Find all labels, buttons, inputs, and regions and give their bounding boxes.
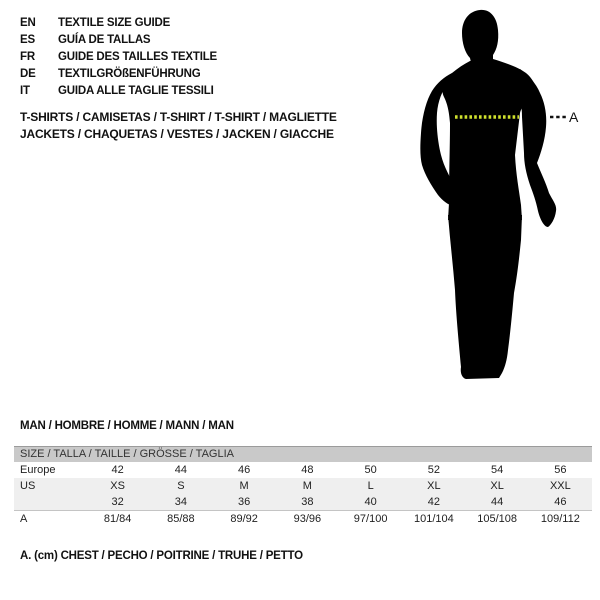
language-label: GUIDA ALLE TAGLIE TESSILI	[58, 85, 214, 97]
table-cell: L	[367, 480, 374, 492]
table-cell: 44	[174, 464, 187, 476]
language-label: TEXTILGRÖßENFÜHRUNG	[58, 68, 201, 80]
language-code: FR	[20, 51, 35, 63]
table-cell: 54	[491, 464, 504, 476]
table-cell: M	[239, 480, 249, 492]
row-label: Europe	[20, 464, 56, 476]
table-cell: M	[302, 480, 312, 492]
table-cell: 81/84	[103, 513, 132, 525]
table-cell: XL	[427, 480, 441, 492]
table-cell: 101/104	[413, 513, 454, 525]
table-cell: 93/96	[293, 513, 322, 525]
table-cell: XXL	[549, 480, 571, 492]
language-label: GUÍA DE TALLAS	[58, 34, 151, 46]
table-row-us	[14, 478, 592, 494]
table-cell: S	[177, 480, 185, 492]
table-cell: 97/100	[353, 513, 388, 525]
table-cell: 46	[554, 496, 567, 508]
man-silhouette-figure	[398, 5, 598, 395]
table-row-numeric	[14, 494, 592, 510]
table-cell: 40	[364, 496, 377, 508]
language-code: DE	[20, 68, 36, 80]
table-cell: 105/108	[477, 513, 517, 525]
language-row-fr	[20, 49, 217, 66]
language-list	[20, 15, 217, 100]
table-row-chest-a	[14, 510, 592, 527]
silhouette-head	[462, 10, 498, 67]
table-cell: 89/92	[230, 513, 258, 525]
language-row-es	[20, 32, 217, 49]
table-cell: 32	[111, 496, 124, 508]
language-code: IT	[20, 85, 30, 97]
silhouette-legs	[448, 215, 522, 379]
product-categories	[20, 109, 337, 143]
size-table	[14, 446, 592, 527]
table-cell: 85/88	[167, 513, 195, 525]
language-code: EN	[20, 17, 36, 29]
table-cell: 36	[238, 496, 251, 508]
silhouette-right-arm	[516, 69, 556, 227]
language-label: TEXTILE SIZE GUIDE	[58, 17, 171, 29]
table-cell: 44	[491, 496, 504, 508]
table-cell: 56	[554, 464, 567, 476]
language-row-it	[20, 83, 217, 100]
product-line-tshirts: T-SHIRTS / CAMISETAS / T-SHIRT / T-SHIRT / MAGLIETTE	[20, 110, 337, 124]
language-label: GUIDE DES TAILLES TEXTILE	[58, 51, 217, 63]
man-silhouette-icon	[398, 5, 598, 395]
language-row-de	[20, 66, 217, 83]
table-cell: 48	[301, 464, 314, 476]
table-cell: 42	[111, 464, 124, 476]
section-title-man: MAN / HOMBRE / HOMME / MANN / MAN	[20, 420, 234, 432]
row-label: US	[20, 480, 36, 492]
measure-label-a: A	[569, 109, 579, 125]
product-line-jackets: JACKETS / CHAQUETAS / VESTES / JACKEN / GIACCHE	[20, 127, 334, 141]
table-cell: 50	[364, 464, 377, 476]
size-table-header: SIZE / TALLA / TAILLE / GRÖSSE / TAGLIA	[14, 446, 592, 462]
row-label: A	[20, 513, 28, 525]
measurement-footnote: A. (cm) CHEST / PECHO / POITRINE / TRUHE / PETTO	[20, 550, 303, 562]
language-code: ES	[20, 34, 35, 46]
table-cell: 34	[174, 496, 187, 508]
table-cell: XS	[110, 480, 125, 492]
table-cell: 42	[427, 496, 440, 508]
table-cell: 38	[301, 496, 314, 508]
table-cell: 52	[427, 464, 440, 476]
table-cell: XL	[490, 480, 504, 492]
table-cell: 109/112	[540, 513, 580, 525]
row-label	[14, 494, 86, 510]
table-cell: 46	[238, 464, 251, 476]
language-row-en	[20, 15, 217, 32]
table-row-europe	[14, 462, 592, 478]
